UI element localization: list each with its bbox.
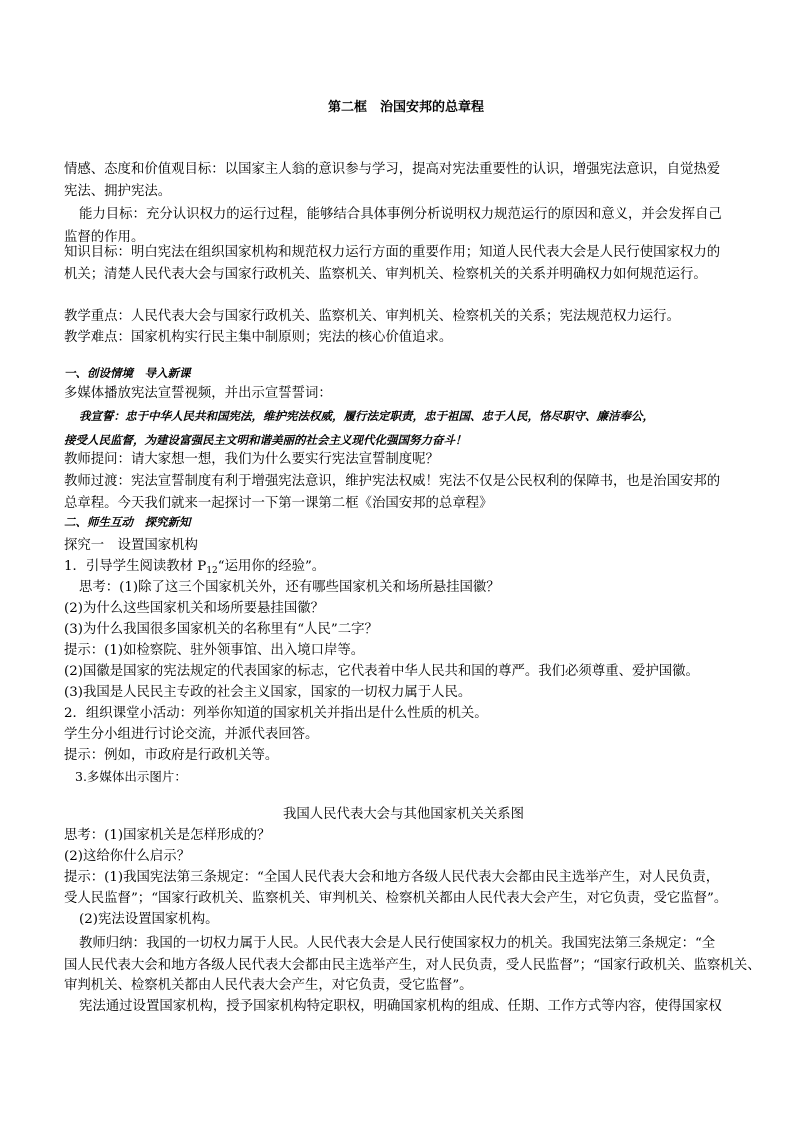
last-line: 宪法通过设置国家机构，授予国家机构特定职权，明确国家机构的组成、任期、工作方式等内容，使得国家权 — [79, 999, 722, 1014]
guide-reading-page: 12 — [206, 566, 218, 576]
difficult-points: 教学难点：国家机构实行民主集中制原则；宪法的核心价值追求。 — [64, 330, 453, 345]
answer-1-line1: 提示：(1)我国宪法第三条规定：“全国人民代表大会和地方各级人民代表大会都由民主选举产生，对人民负责， — [64, 870, 720, 885]
think-1: 思考：(1)除了这三个国家机关外，还有哪些国家机关和场所悬挂国徽？ — [79, 580, 500, 595]
question-1: 思考：(1)国家机关是怎样形成的？ — [64, 828, 271, 843]
media-show: 3.多媒体出示图片： — [75, 769, 187, 784]
summary-line1: 教师归纳：我国的一切权力属于人民。人民代表大会是人民行使国家权力的机关。我国宪法第三条规定：“全 — [79, 936, 716, 951]
figure-title: 我国人民代表大会与其他国家机关关系图 — [283, 807, 525, 822]
think-3: (3)为什么我国很多国家机关的名称里有“人民”二字？ — [64, 622, 378, 637]
ability-goal-line1: 能力目标：充分认识权力的运行过程，能够结合具体事例分析说明权力规范运行的原因和意义，并会发挥自己 — [79, 207, 722, 222]
emotion-goal-line1: 情感、态度和价值观目标：以国家主人翁的意识参与学习，提高对宪法重要性的认识，增强宪法意识，自觉热爱 — [64, 162, 721, 177]
answer-2: (2)宪法设置国家机构。 — [79, 912, 219, 927]
answer-1-line2: 受人民监督”；“国家行政机关、监察机关、审判机关、检察机关都由人民代表大会产生，对它负责，受它监督”。 — [64, 891, 728, 906]
hint-3: (3)我国是人民民主专政的社会主义国家，国家的一切权力属于人民。 — [64, 685, 472, 700]
emotion-goal-line2: 宪法、拥护宪法。 — [64, 184, 172, 199]
guide-reading-pre: 1．引导学生阅读教材 P — [64, 559, 207, 574]
activity-discussion: 学生分小组进行讨论交流，并派代表回答。 — [64, 727, 319, 742]
key-points: 教学重点：人民代表大会与国家行政机关、监察机关、审判机关、检察机关的关系；宪法规范权力运行。 — [64, 309, 680, 324]
summary-line3: 审判机关、检察机关都由人民代表大会产生，对它负责，受它监督”。 — [64, 978, 473, 993]
section1-line1: 多媒体播放宪法宣誓视频，并出示宣誓誓词： — [64, 386, 332, 401]
oath-line2: 接受人民监督，为建设富强民主文明和谐美丽的社会主义现代化强国努力奋斗！ — [64, 433, 467, 447]
activity-hint: 提示：例如，市政府是行政机关等。 — [64, 748, 279, 763]
question-2: (2)这给你什么启示？ — [64, 849, 191, 864]
oath-line1: 我宣誓：忠于中华人民共和国宪法，维护宪法权威，履行法定职责，忠于祖国、忠于人民，恪尽职守、廉洁奉公， — [79, 409, 654, 423]
teacher-transition-line1: 教师过渡：宪法宣誓制度有利于增强宪法意识，维护宪法权威！宪法不仅是公民权利的保障书，也是治国安邦的 — [64, 474, 721, 489]
knowledge-goal-line2: 机关；清楚人民代表大会与国家行政机关、监察机关、审判机关、检察机关的关系并明确权力如何规范运行。 — [64, 267, 707, 282]
section1-heading: 一、创设情境 导入新课 — [64, 366, 191, 380]
think-2: (2)为什么这些国家机关和场所要悬挂国徽？ — [64, 601, 324, 616]
guide-reading-post: “运用你的经验”。 — [217, 559, 326, 574]
teacher-question: 教师提问：请大家想一想，我们为什么要实行宪法宣誓制度呢？ — [64, 452, 439, 467]
page-title: 第二框 治国安邦的总章程 — [328, 100, 485, 115]
activity: 2．组织课堂小活动：列举你知道的国家机关并指出是什么性质的机关。 — [64, 706, 488, 721]
hint-2: (2)国徽是国家的宪法规定的代表国家的标志，它代表着中华人民共和国的尊严。我们必须尊重、爱护国徽。 — [64, 664, 699, 679]
section2-heading: 二、师生互动 探究新知 — [64, 515, 191, 529]
explore1-heading: 探究一 设置国家机构 — [64, 538, 198, 553]
knowledge-goal-line1: 知识目标：明白宪法在组织国家机构和规范权力运行方面的重要作用；知道人民代表大会是人民行使国家权力的 — [64, 245, 721, 260]
teacher-transition-line2: 总章程。今天我们就来一起探讨一下第一课第二框《治国安邦的总章程》 — [64, 496, 493, 511]
ability-goal-line2: 监督的作用。 — [64, 230, 145, 245]
hint-1: 提示：(1)如检察院、驻外领事馆、出入境口岸等。 — [64, 643, 365, 658]
summary-line2: 国人民代表大会和地方各级人民代表大会都由民主选举产生，对人民负责，受人民监督”；“国家行政机关、监察机关、 — [64, 958, 761, 973]
